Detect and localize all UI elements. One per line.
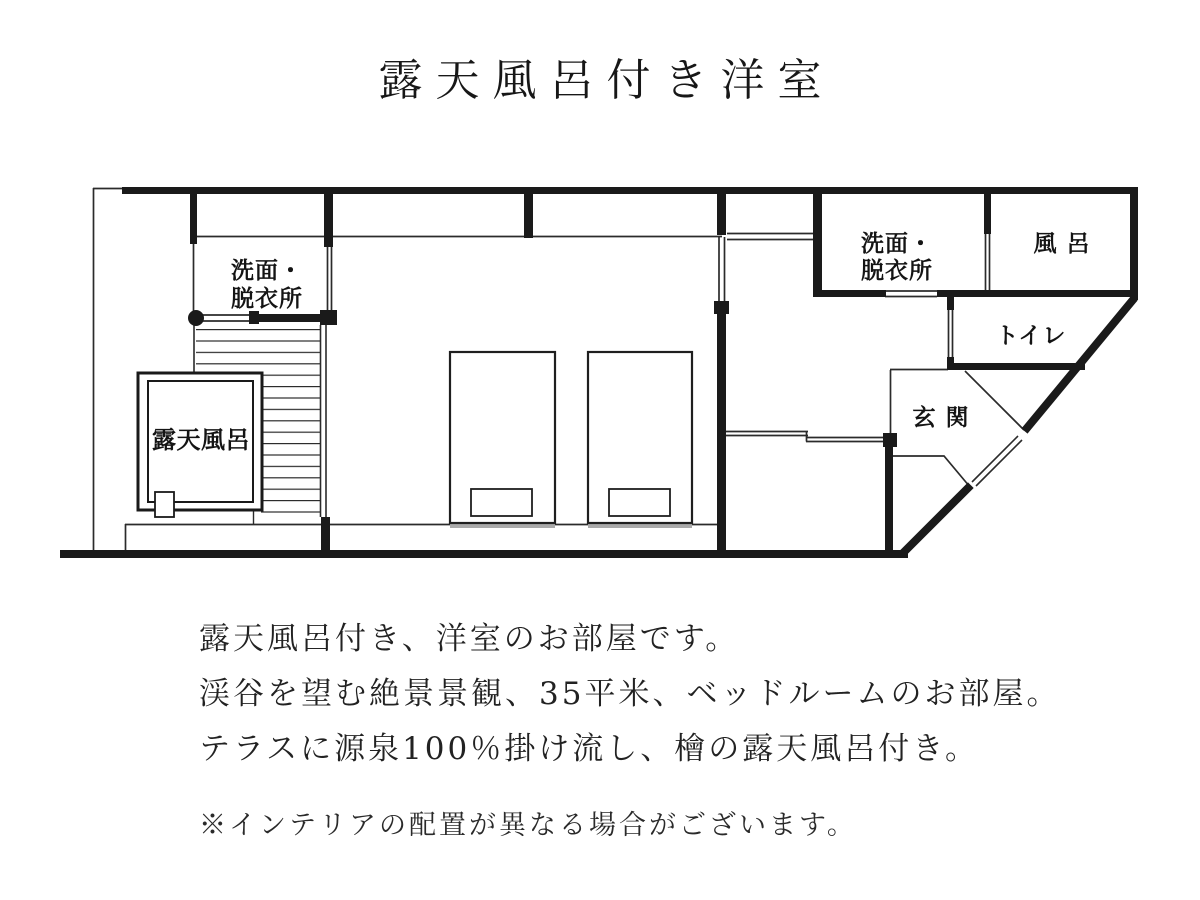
east-wall — [1130, 187, 1138, 300]
beds — [450, 352, 692, 528]
bath-label: 風 呂 — [1033, 230, 1091, 257]
open-air-bath-label: 露天風呂 — [152, 425, 250, 454]
page-title: 露天風呂付き洋室 — [378, 55, 835, 106]
washroom-right-label-line1: 洗面・ — [861, 230, 933, 257]
bed-2-pillow — [609, 489, 670, 516]
genkan-step-edge — [893, 456, 970, 487]
bed-1-pillow — [471, 489, 532, 516]
interior-disclaimer-note: ※インテリアの配置が異なる場合がございます。 — [199, 810, 857, 841]
room-description — [199, 612, 1060, 777]
washroom-left-south-wall — [258, 314, 323, 322]
entrance-door-leaf — [972, 436, 1018, 482]
description-line-2: 渓谷を望む絶景景観、35平米、ベッドルームのお部屋。 — [199, 676, 1061, 712]
washroom-left-label-line2: 脱衣所 — [231, 285, 303, 312]
toilet-label: トイレ — [995, 322, 1067, 349]
closet-east-wall — [885, 447, 893, 552]
washroom-left-label-line1: 洗面・ — [231, 257, 303, 284]
toilet-south-wall — [948, 363, 1085, 370]
wall-junction-dot — [188, 310, 204, 326]
toilet-inner-diagonal — [965, 371, 1024, 430]
bottom-wall — [60, 550, 908, 558]
entrance-label: 玄 関 — [912, 404, 970, 431]
description-line-1: 露天風呂付き、洋室のお部屋です。 — [199, 621, 740, 657]
open-air-bath-tub — [138, 373, 262, 517]
washroom-right-label-line2: 脱衣所 — [861, 257, 933, 284]
description-line-3: テラスに源泉100％掛け流し、檜の露天風呂付き。 — [199, 731, 979, 767]
washroom-right-west-wall — [813, 187, 822, 297]
center-wall-lower — [717, 314, 726, 552]
center-wall-upper — [717, 187, 726, 235]
bath-step — [155, 492, 174, 517]
